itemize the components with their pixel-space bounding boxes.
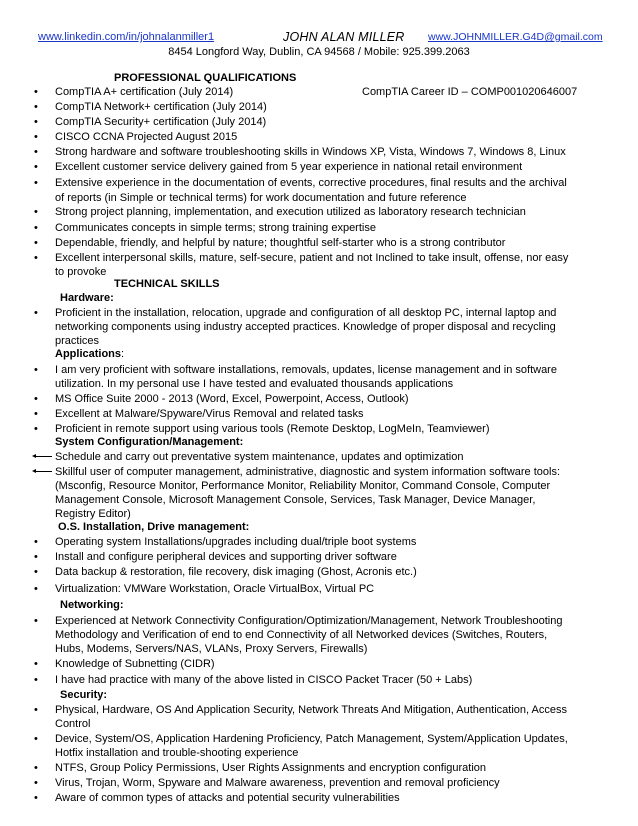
list-item-text: Install and configure peripheral devices and supporting driver software bbox=[55, 551, 397, 563]
bullet-icon: • bbox=[34, 146, 38, 158]
list-item-text: Virus, Trojan, Worm, Spyware and Malware awareness, prevention and removal proficiency bbox=[55, 777, 500, 789]
list-item-text: Excellent at Malware/Spyware/Virus Removal and related tasks bbox=[55, 408, 364, 420]
bullet-icon: • bbox=[34, 222, 38, 234]
email-link[interactable]: www.JOHNMILLER.G4D@gmail.com bbox=[428, 31, 603, 43]
list-item-text: Communicates concepts in simple terms; strong training expertise bbox=[55, 222, 376, 234]
bullet-icon: • bbox=[34, 86, 38, 98]
bullet-icon: • bbox=[34, 733, 38, 745]
list-item-text: Dependable, friendly, and helpful by nature; thoughtful self-starter who is a strong contributor bbox=[55, 237, 506, 249]
list-item-text: utilization. In my personal use I have tested and evaluated thousands applications bbox=[55, 378, 454, 390]
networking-label: Networking: bbox=[60, 599, 124, 611]
bullet-icon: • bbox=[34, 792, 38, 804]
list-item-text: Skillful user of computer management, administrative, diagnostic and system information software tools: bbox=[55, 466, 561, 478]
list-item-text: CompTIA A+ certification (July 2014) bbox=[55, 86, 234, 98]
technical-title: TECHNICAL SKILLS bbox=[114, 278, 220, 290]
list-item-text: Physical, Hardware, OS And Application Security, Network Threats And Mitigation, Authentication, Access bbox=[55, 704, 567, 716]
career-id: CompTIA Career ID – COMP001020646007 bbox=[362, 86, 578, 98]
list-item-text: CompTIA Network+ certification (July 2014) bbox=[55, 101, 267, 113]
bullet-icon: • bbox=[34, 237, 38, 249]
list-item-text: Registry Editor) bbox=[55, 508, 131, 520]
header bbox=[0, 31, 638, 47]
list-item-text: Virtualization: VMWare Workstation, Oracle VirtualBox, Virtual PC bbox=[55, 583, 375, 595]
list-item-text: of reports (in Simple or technical terms) for work documentation and future reference bbox=[55, 192, 467, 204]
list-item-text: Management Console, Microsoft Management Console, Services, Task Manager, Device Manager, bbox=[55, 494, 536, 506]
list-item-text: practices bbox=[55, 335, 100, 347]
candidate-name: JOHN ALAN MILLER bbox=[283, 30, 405, 44]
applications-colon: : bbox=[121, 348, 125, 360]
list-item-text: Methodology and Verification of end to end Connectivity of all Networked devices (Switches, Routers, bbox=[55, 629, 548, 641]
list-item-text: MS Office Suite 2000 - 2013 (Word, Excel, Powerpoint, Access, Outlook) bbox=[55, 393, 409, 405]
bullet-icon: • bbox=[34, 252, 38, 264]
bullet-icon: • bbox=[34, 364, 38, 376]
list-item-text: I have had practice with many of the above listed in CISCO Packet Tracer (50 + Labs) bbox=[55, 674, 473, 686]
list-item-text: I am very proficient with software installations, removals, updates, license management and in software bbox=[55, 364, 557, 376]
list-item-text: Excellent customer service delivery gained from 5 year experience in national retail environment bbox=[55, 161, 523, 173]
bullet-icon: • bbox=[34, 536, 38, 548]
list-item-text: CISCO CCNA Projected August 2015 bbox=[55, 131, 238, 143]
list-item-text: Aware of common types of attacks and potential security vulnerabilities bbox=[55, 792, 400, 804]
bullet-icon: • bbox=[34, 131, 38, 143]
contact-address: 8454 Longford Way, Dublin, CA 94568 / Mobile: 925.399.2063 bbox=[168, 46, 470, 58]
bullet-icon: • bbox=[34, 704, 38, 716]
list-item-text: Control bbox=[55, 718, 91, 730]
list-item-text: Excellent interpersonal skills, mature, self-secure, patient and not Inclined to take insult, offense, nor easy bbox=[55, 252, 569, 264]
bullet-icon: • bbox=[34, 116, 38, 128]
arrow-bullet-icon bbox=[34, 471, 52, 472]
bullet-icon: • bbox=[34, 177, 38, 189]
list-item-text: networking components using industry accepted practices. Knowledge of proper disposal and recycling bbox=[55, 321, 556, 333]
list-item-text: (Msconfig, Resource Monitor, Performance Monitor, Reliability Monitor, Command Console, Computer bbox=[55, 480, 551, 492]
list-item-text: Device, System/OS, Application Hardening Proficiency, Patch Management, System/Application Updates, bbox=[55, 733, 568, 745]
hardware-label: Hardware: bbox=[60, 292, 114, 304]
list-item-text: Proficient in the installation, relocation, upgrade and configuration of all desktop PC, internal laptop and bbox=[55, 307, 557, 319]
os-label: O.S. Installation, Drive management: bbox=[58, 521, 250, 533]
list-item-text: Knowledge of Subnetting (CIDR) bbox=[55, 658, 215, 670]
bullet-icon: • bbox=[34, 762, 38, 774]
bullet-icon: • bbox=[34, 583, 38, 595]
bullet-icon: • bbox=[34, 674, 38, 686]
bullet-icon: • bbox=[34, 566, 38, 578]
linkedin-link[interactable]: www.linkedin.com/in/johnalanmiller1 bbox=[38, 31, 215, 43]
sysconfig-label: System Configuration/Management: bbox=[55, 436, 244, 448]
bullet-icon: • bbox=[34, 393, 38, 405]
applications-label: Applications bbox=[55, 348, 122, 360]
bullet-icon: • bbox=[34, 777, 38, 789]
list-item-text: Data backup & restoration, file recovery, disk imaging (Ghost, Acronis etc.) bbox=[55, 566, 417, 578]
security-label: Security: bbox=[60, 689, 108, 701]
professional-title: PROFESSIONAL QUALIFICATIONS bbox=[114, 72, 297, 84]
list-item-text: Operating system Installations/upgrades including dual/triple boot systems bbox=[55, 536, 417, 548]
bullet-icon: • bbox=[34, 408, 38, 420]
list-item-text: Extensive experience in the documentation of events, corrective procedures, final results and the archival bbox=[55, 177, 567, 189]
bullet-icon: • bbox=[34, 615, 38, 627]
list-item-text: Strong project planning, implementation, and execution utilized as laboratory research technician bbox=[55, 206, 526, 218]
list-item-text: NTFS, Group Policy Permissions, User Rights Assignments and encryption configuration bbox=[55, 762, 487, 774]
bullet-icon: • bbox=[34, 423, 38, 435]
list-item-text: Experienced at Network Connectivity Configuration/Optimization/Management, Network Troubleshooting bbox=[55, 615, 563, 627]
list-item-text: to provoke bbox=[55, 266, 107, 278]
bullet-icon: • bbox=[34, 161, 38, 173]
list-item-text: Strong hardware and software troubleshooting skills in Windows XP, Vista, Windows 7, Windows 8, Linux bbox=[55, 146, 566, 158]
arrow-bullet-icon bbox=[34, 456, 52, 457]
list-item-text: Hotfix installation and trouble-shooting experience bbox=[55, 747, 299, 759]
list-item-text: Schedule and carry out preventative system maintenance, updates and optimization bbox=[55, 451, 464, 463]
bullet-icon: • bbox=[34, 658, 38, 670]
bullet-icon: • bbox=[34, 551, 38, 563]
list-item-text: Hubs, Modems, Servers/NAS, VLANs, Proxy Servers, Firewalls) bbox=[55, 643, 368, 655]
bullet-icon: • bbox=[34, 307, 38, 319]
bullet-icon: • bbox=[34, 101, 38, 113]
list-item-text: CompTIA Security+ certification (July 2014) bbox=[55, 116, 267, 128]
bullet-icon: • bbox=[34, 206, 38, 218]
list-item-text: Proficient in remote support using various tools (Remote Desktop, LogMeIn, Teamviewer) bbox=[55, 423, 490, 435]
